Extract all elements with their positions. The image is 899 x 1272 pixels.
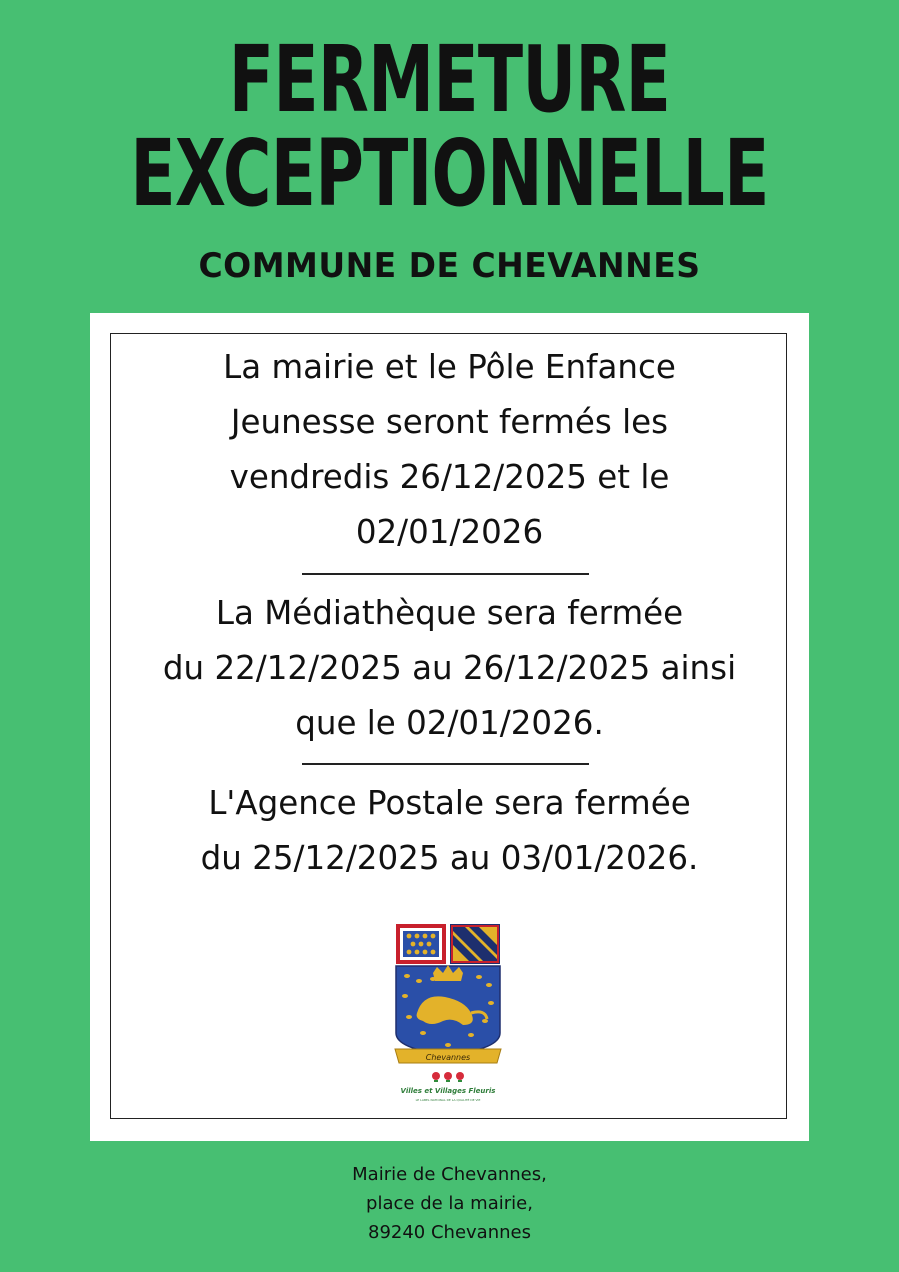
crest-banner-text: Chevannes bbox=[425, 1053, 471, 1062]
notice-line: que le 02/01/2026. bbox=[295, 704, 604, 742]
notice-line: vendredis 26/12/2025 et le bbox=[229, 458, 670, 496]
address-line: Mairie de Chevannes, bbox=[352, 1164, 547, 1185]
divider bbox=[302, 573, 589, 575]
label-tagline: LE LABEL NATIONAL DE LA QUALITÉ DE VIE bbox=[415, 1098, 481, 1102]
notice-line: du 25/12/2025 au 03/01/2026. bbox=[200, 839, 699, 877]
notice-line: du 22/12/2025 au 26/12/2025 ainsi bbox=[162, 649, 737, 687]
notice-line: La Médiathèque sera fermée bbox=[215, 594, 684, 632]
title-line-1: FERMETURE bbox=[228, 26, 671, 133]
chevannes-coat-of-arms bbox=[393, 921, 503, 1106]
divider bbox=[302, 763, 589, 765]
title-line-2: EXCEPTIONNELLE bbox=[130, 120, 769, 227]
address-line: 89240 Chevannes bbox=[368, 1222, 531, 1243]
notice-mairie bbox=[111, 340, 788, 560]
notice-mediatheque bbox=[111, 586, 788, 751]
footer-address bbox=[0, 1160, 899, 1247]
notice-line: 02/01/2026 bbox=[355, 513, 544, 551]
notice-panel bbox=[90, 313, 809, 1141]
label-title: Villes et Villages Fleuris bbox=[400, 1087, 496, 1095]
flower-icon bbox=[432, 1072, 464, 1081]
notice-frame bbox=[110, 333, 787, 1119]
address-line: place de la mairie, bbox=[366, 1193, 533, 1214]
notice-line: L'Agence Postale sera fermée bbox=[208, 784, 691, 822]
notice-line: Jeunesse seront fermés les bbox=[230, 403, 669, 441]
notice-line: La mairie et le Pôle Enfance bbox=[223, 348, 676, 386]
subtitle: COMMUNE DE CHEVANNES bbox=[198, 246, 701, 286]
notice-agence-postale bbox=[111, 776, 788, 886]
